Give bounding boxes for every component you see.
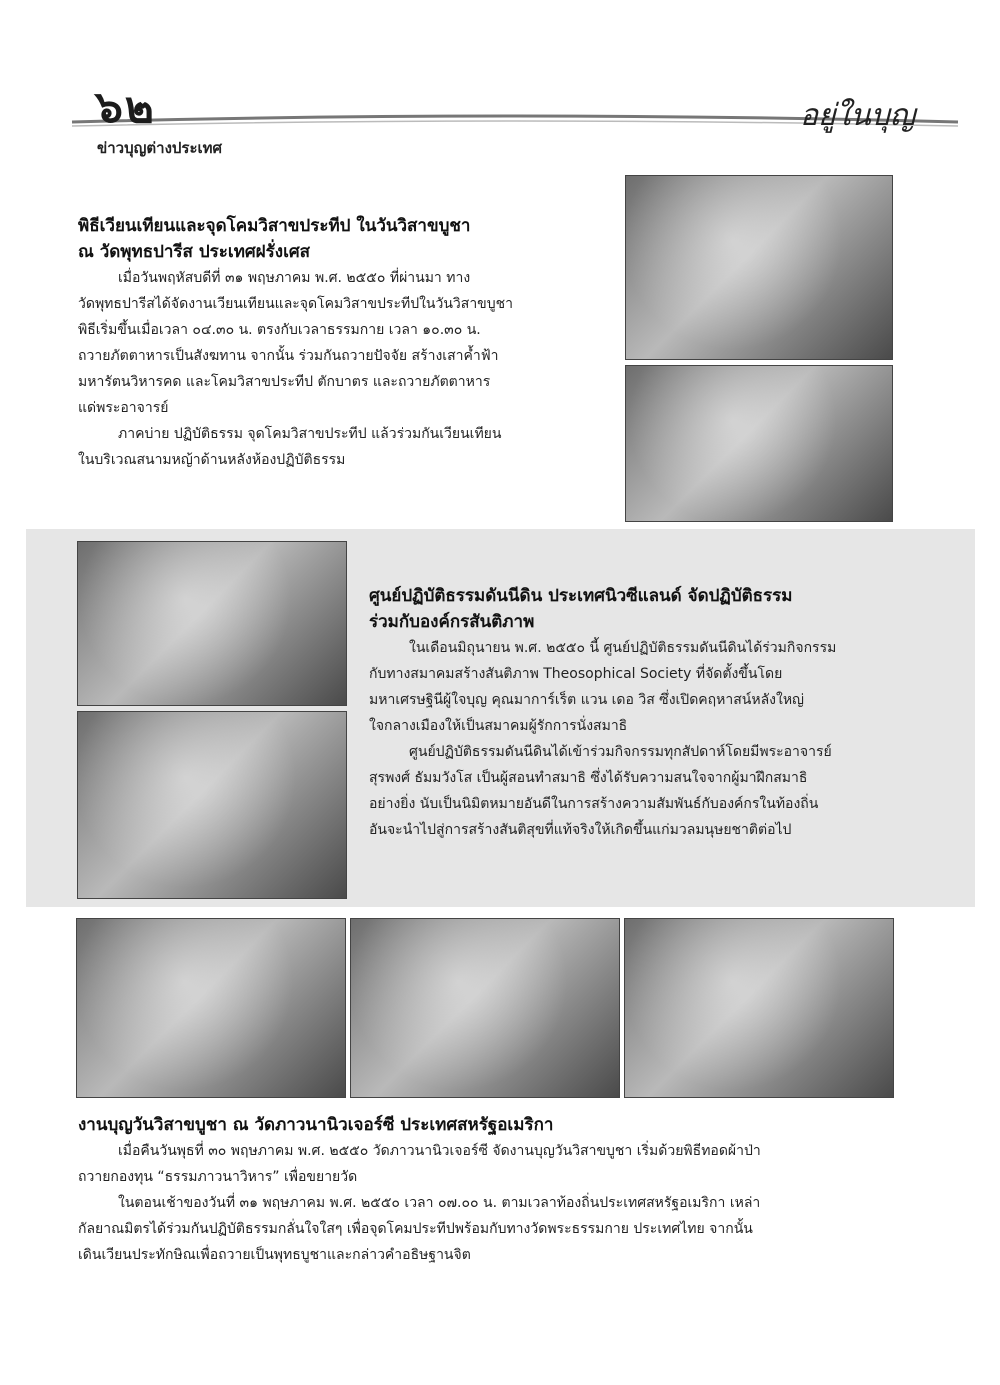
article1 xyxy=(78,213,568,473)
article2 xyxy=(369,583,917,843)
article1-line: เมื่อวันพฤหัสบดีที่ ๓๑ พฤษภาคม พ.ศ. ๒๕๕๐ ที่ผ่านมา ทาง xyxy=(118,270,471,286)
article1-line: มหารัตนวิหารคด และโคมวิสาขประทีป ตักบาตร และถวายภัตตาหาร xyxy=(78,374,491,390)
article3-line: กัลยาณมิตรได้ร่วมกันปฏิบัติธรรมกลั่นใจใสๆ เพื่อจุดโคมประทีปพร้อมกับทางวัดพระธรรมกาย ประเทศไทย จากนั้น xyxy=(78,1221,753,1237)
article1-line: แด่พระอาจารย์ xyxy=(78,400,169,416)
article3-line: เมื่อคืนวันพุธที่ ๓๐ พฤษภาคม พ.ศ. ๒๕๕๐ วัดภาวนานิวเจอร์ซี จัดงานบุญวันวิสาขบูชา เริ่มด้วยพิธีทอดผ้าป่า xyxy=(118,1143,761,1159)
photo-praying-group xyxy=(350,918,620,1098)
article3-line: เดินเวียนประทักษิณเพื่อถวายเป็นพุทธบูชาและกล่าวคำอธิษฐานจิต xyxy=(78,1247,471,1263)
article2-line: กับทางสมาคมสร้างสันติภาพ Theosophical Society ที่จัดตั้งขึ้นโดย xyxy=(369,666,783,682)
article1-line: พิธีเริ่มขึ้นเมื่อเวลา ๐๔.๓๐ น. ตรงกับเวลาธรรมกาย เวลา ๑๐.๓๐ น. xyxy=(78,322,481,338)
article1-line: ภาคบ่าย ปฏิบัติธรรม จุดโคมวิสาขประทีป แล้วร่วมกันเวียนเทียน xyxy=(118,426,502,442)
article2-line: ศูนย์ปฏิบัติธรรมดันนีดินได้เข้าร่วมกิจกรรมทุกสัปดาห์โดยมีพระอาจารย์ xyxy=(409,744,832,760)
article3-title: งานบุญวันวิสาขบูชา ณ วัดภาวนานิวเจอร์ซี ประเทศสหรัฐอเมริกา xyxy=(78,1115,554,1135)
article3 xyxy=(78,1112,898,1268)
article2-line: ในเดือนมิถุนายน พ.ศ. ๒๕๕๐ นี้ ศูนย์ปฏิบัติธรรมดันนีดินได้ร่วมกิจกรรม xyxy=(409,640,837,656)
photo-altar-procession xyxy=(76,918,346,1098)
page-number: ๖๒ xyxy=(95,82,156,133)
article2-line: สุรพงศ์ ธัมมวังโส เป็นผู้สอนทำสมาธิ ซึ่งได้รับความสนใจจากผู้มาฝึกสมาธิ xyxy=(369,770,808,786)
article3-line: ในตอนเช้าของวันที่ ๓๑ พฤษภาคม พ.ศ. ๒๕๕๐ เวลา ๐๗.๐๐ น. ตามเวลาท้องถิ่นประเทศสหรัฐอเมริกา เหล่า xyxy=(118,1195,761,1211)
section-label: ข่าวบุญต่างประเทศ xyxy=(97,139,223,157)
article1-line: ในบริเวณสนามหญ้าด้านหลังห้องปฏิบัติธรรม xyxy=(78,452,346,468)
article1-line: ถวายภัตตาหารเป็นสังฆทาน จากนั้น ร่วมกันถวายปัจจัย สร้างเสาค้ำฟ้า xyxy=(78,348,499,364)
photo-meditation-session xyxy=(77,711,347,899)
article3-line: ถวายกองทุน “ธรรมภาวนาวิหาร” เพื่อขยายวัด xyxy=(78,1169,358,1185)
photo-candle-ceremony-1 xyxy=(625,175,893,360)
article2-title-line2: ร่วมกับองค์กรสันติภาพ xyxy=(369,612,535,632)
article1-title-line1: พิธีเวียนเทียนและจุดโคมวิสาขประทีป ในวันวิสาขบูชา xyxy=(78,216,471,236)
article2-line: อันจะนำไปสู่การสร้างสันติสุขที่แท้จริงให้เกิดขึ้นแก่มวลมนุษยชาติต่อไป xyxy=(369,822,792,838)
photo-group-dunedin xyxy=(77,541,347,706)
magazine-logo: อยู่ในบุญ xyxy=(800,98,916,133)
article2-line: มหาเศรษฐินีผู้ใจบุญ คุณมาการ์เร็ต แวน เดอ วิส ซึ่งเปิดคฤหาสน์หลังใหญ่ xyxy=(369,692,804,708)
photo-hall-chanting xyxy=(624,918,894,1098)
photo-candle-ceremony-2 xyxy=(625,365,893,522)
article2-line: อย่างยิ่ง นับเป็นนิมิตหมายอันดีในการสร้างความสัมพันธ์กับองค์กรในท้องถิ่น xyxy=(369,796,819,812)
article1-line: วัดพุทธปารีสได้จัดงานเวียนเทียนและจุดโคมวิสาขประทีปในวันวิสาขบูชา xyxy=(78,296,514,312)
article2-line: ใจกลางเมืองให้เป็นสมาคมผู้รักการนั่งสมาธิ xyxy=(369,718,628,734)
article2-title-line1: ศูนย์ปฏิบัติธรรมดันนีดิน ประเทศนิวซีแลนด์ จัดปฏิบัติธรรม xyxy=(369,586,793,606)
article1-title-line2: ณ วัดพุทธปารีส ประเทศฝรั่งเศส xyxy=(78,242,311,262)
